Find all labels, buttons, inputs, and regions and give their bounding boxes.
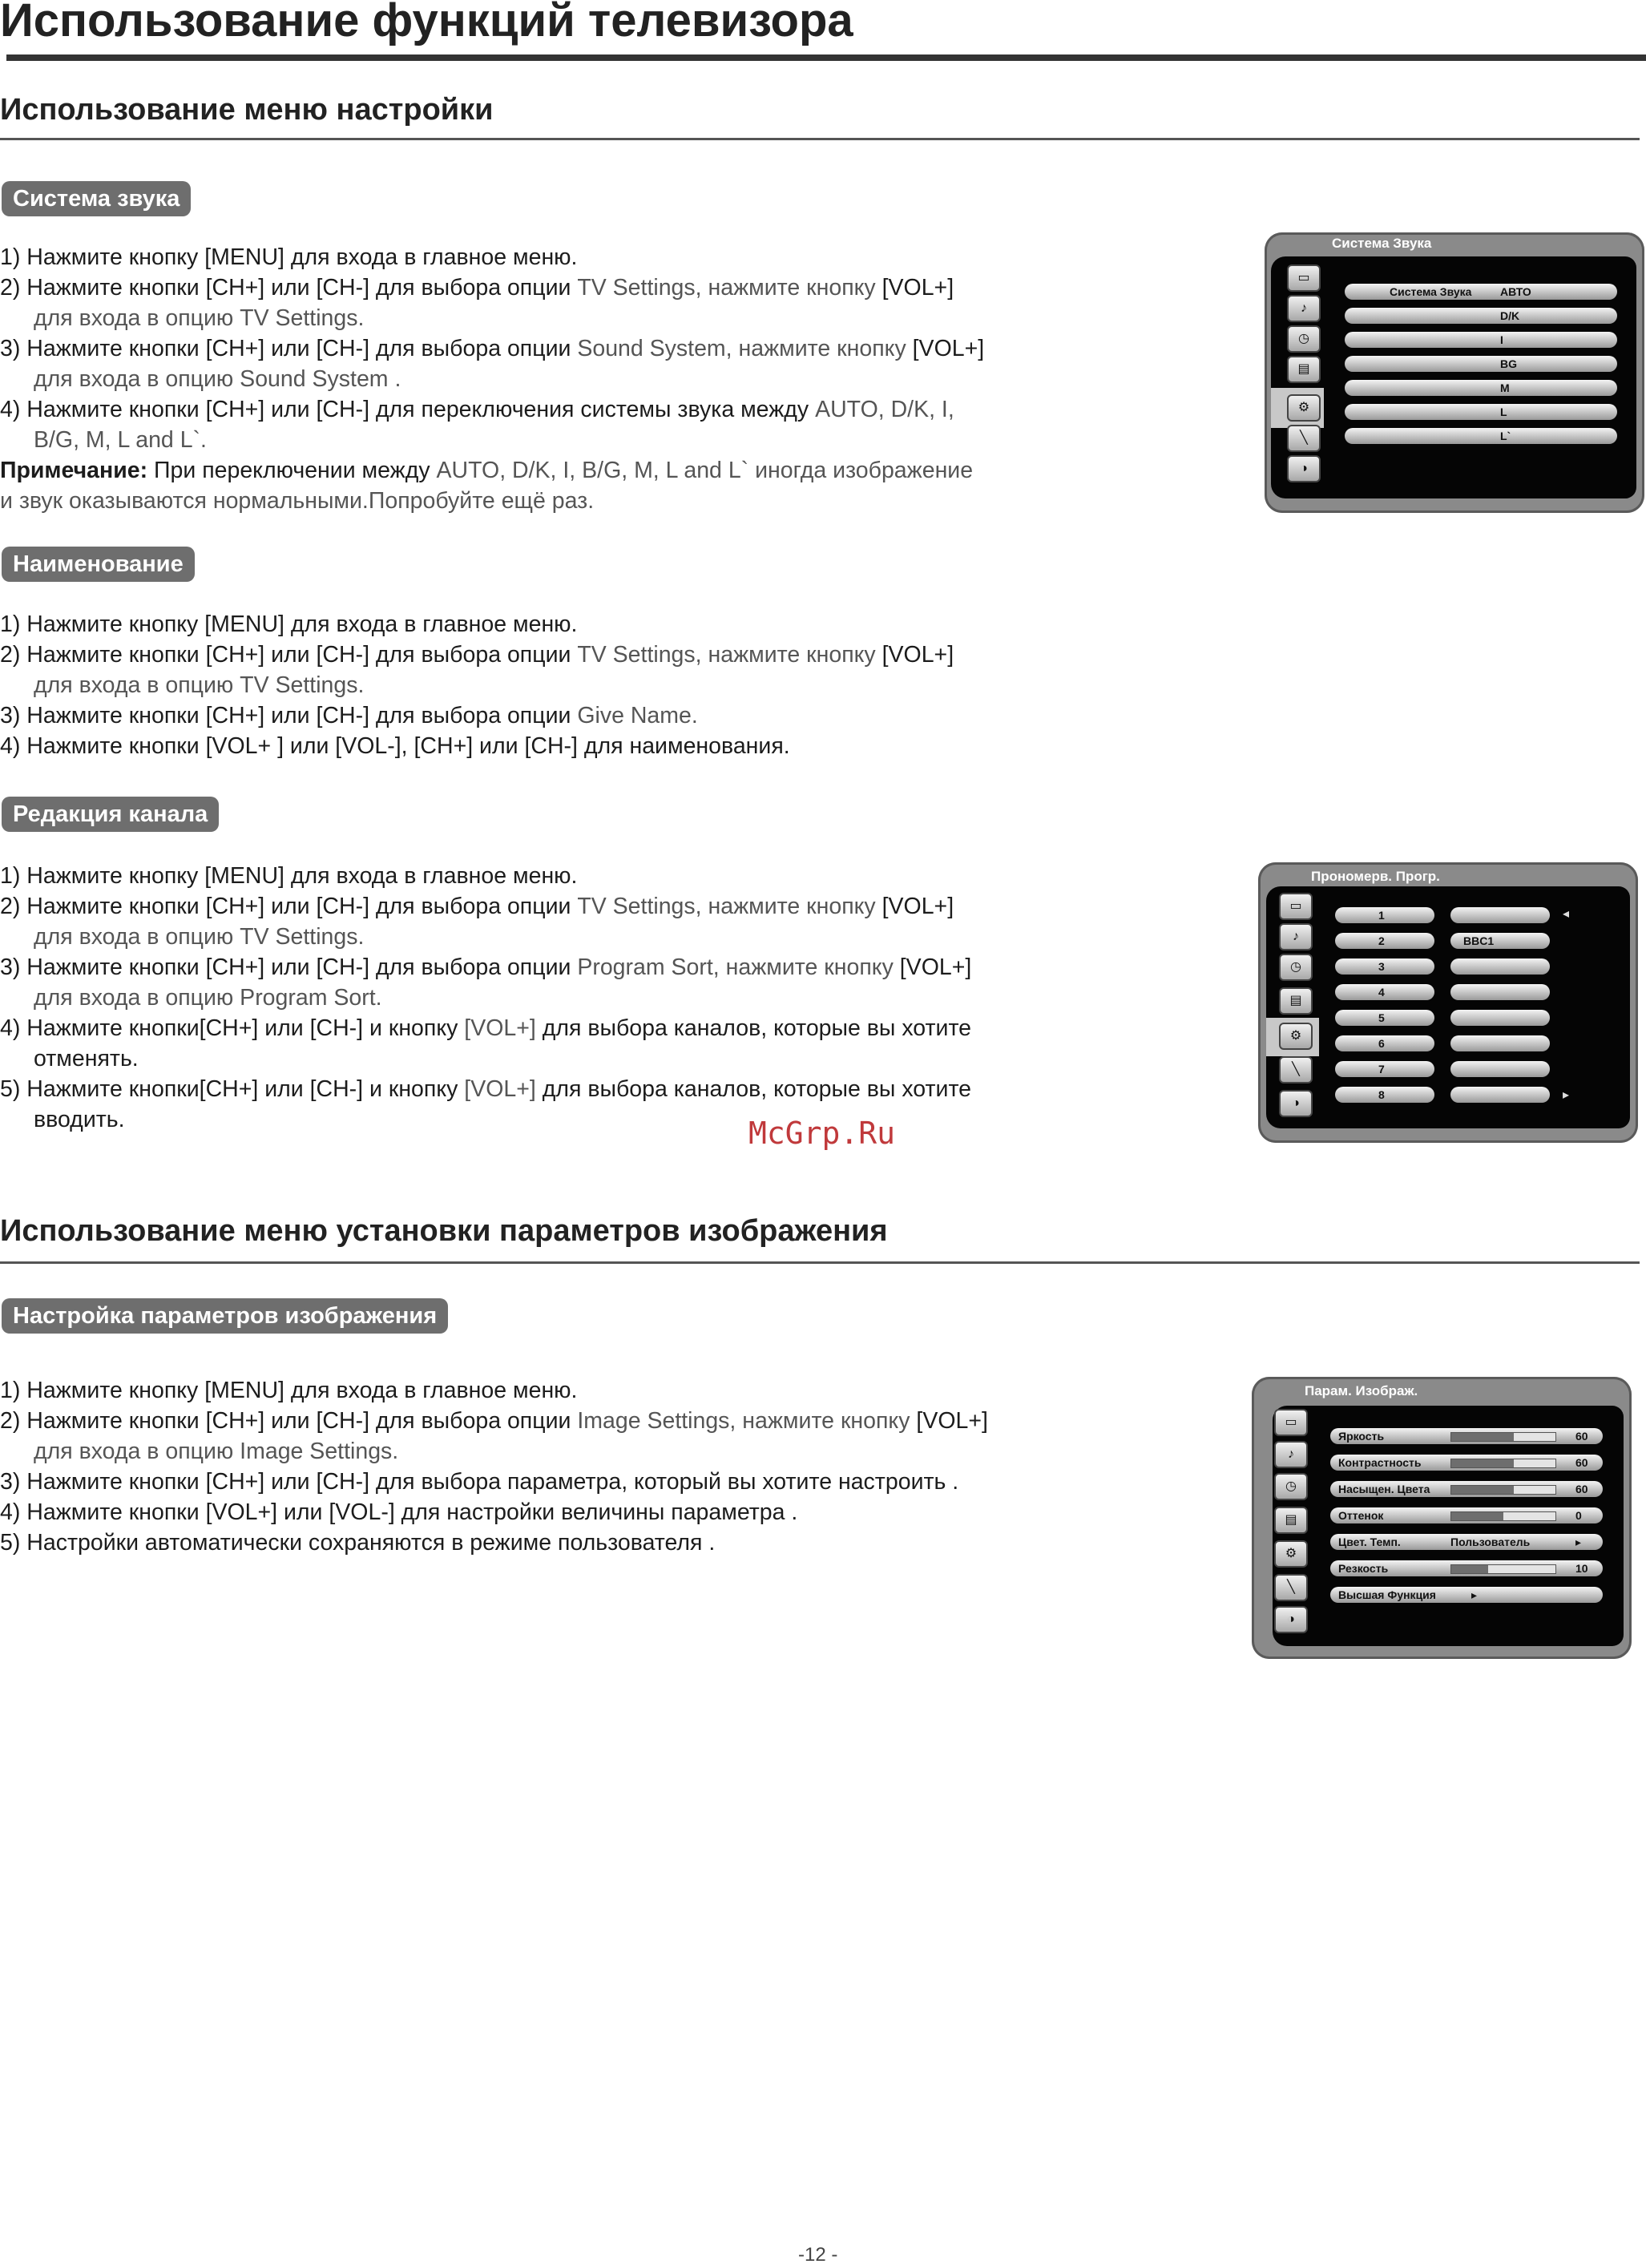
page-title: Использование функций телевизора [0,0,853,46]
setting-label: Яркость [1338,1430,1385,1443]
tab-channel-edit: Редакция канала [2,797,219,832]
note-text: AUTO, D/K, I, B/G, M, L and L` иногда изображение [436,458,974,483]
option-label: BG [1500,357,1517,370]
channel-edit-steps [0,861,1074,1135]
slider-fill [1451,1512,1503,1520]
option-label: D/K [1500,309,1520,322]
step-option: Image Settings, нажмите кнопку [577,1408,910,1434]
tab-sound-system: Система звука [2,181,191,216]
setting-value: 10 [1575,1562,1588,1575]
step-text: для выбора каналов, которые вы хотите [535,1076,972,1102]
arrow-right-icon: ▸ [1471,1588,1478,1601]
step-line: 1) Нажмите кнопку [MENU] для входа в главное меню. [0,1378,578,1403]
slider-fill [1451,1565,1488,1573]
step-line [0,700,1074,731]
sound-system-label: Система Звука [1390,285,1472,298]
program-name[interactable] [1450,984,1550,1000]
tool-icon: ╲ [1274,1574,1308,1601]
sharpness-slider[interactable] [1450,1564,1556,1574]
clock-icon: ◷ [1287,325,1321,353]
sound-icon: ♪ [1287,295,1321,322]
setting-label: Цвет. Темп. [1338,1536,1401,1548]
sound-system-row[interactable] [1345,284,1617,300]
tv-icon: ▭ [1279,893,1313,920]
lock-icon: ◑ [1287,455,1321,482]
brightness-row[interactable] [1330,1428,1603,1444]
step-line: отменять. [34,1046,139,1071]
program-number-label: 4 [1378,986,1385,999]
step-option: TV Settings, нажмите кнопку [577,642,876,668]
slider-fill [1451,1459,1514,1467]
tool-icon: ╲ [1279,1056,1313,1084]
program-number[interactable] [1335,933,1434,949]
step-line [0,333,1074,364]
tv-menu-title: Парам. Изображ. [1305,1383,1418,1398]
step-text: 2) Нажмите кнопки [CH+] или [CH-] для выбора опции [0,894,578,919]
step-key: [VOL+] [875,642,954,668]
step-line: 4) Нажмите кнопки [VOL+] или [VOL-] для настройки величины параметра . [0,1499,798,1525]
tool-icon: ╲ [1287,425,1321,452]
image-settings-steps [0,1375,1074,1558]
program-number[interactable] [1335,1061,1434,1077]
picture-icon: ▤ [1274,1507,1308,1534]
section-rule [0,138,1640,140]
saturation-row[interactable] [1330,1481,1603,1497]
sound-system-value: АВТО [1500,285,1531,298]
program-name[interactable] [1450,1087,1550,1103]
tv-program-sort-screen [1258,862,1638,1143]
step-line: вводить. [34,1107,125,1132]
program-name[interactable] [1450,958,1550,975]
step-text: 5) Нажмите кнопки[CH+] или [CH-] и кнопку [0,1076,465,1102]
step-key: [VOL+] [906,336,985,361]
step-line: 3) Нажмите кнопки [CH+] или [CH-] для выбора параметра, который вы хотите настроить . [0,1469,959,1495]
step-option: AUTO, D/K, I, [815,397,954,422]
sound-option[interactable] [1345,308,1617,324]
scroll-up-arrow-icon[interactable]: ◂ [1563,907,1570,921]
step-line: 1) Нажмите кнопку [MENU] для входа в главное меню. [0,611,578,637]
contrast-row[interactable] [1330,1455,1603,1471]
program-number-label: 3 [1378,960,1385,973]
tv-menu-title: Система Звука [1332,236,1432,251]
step-line [0,1406,1074,1436]
setting-value: 60 [1575,1430,1588,1443]
setting-value: 60 [1575,1483,1588,1495]
tint-slider[interactable] [1450,1511,1556,1521]
tv-image-settings-screen [1252,1377,1632,1659]
option-label: L [1500,406,1507,418]
step-key: [VOL+] [893,954,972,980]
lock-icon: ◑ [1274,1606,1308,1633]
tv-menu-title: Прономерв. Прогр. [1311,869,1440,884]
program-number[interactable] [1335,1087,1434,1103]
step-line: для входа в опцию Program Sort. [34,985,382,1011]
scroll-down-arrow-icon[interactable]: ▸ [1563,1088,1570,1102]
sound-option[interactable] [1345,428,1617,444]
program-name[interactable] [1450,1061,1550,1077]
brightness-slider[interactable] [1450,1432,1556,1442]
settings-icon: ⚙ [1287,394,1321,422]
sound-option[interactable] [1345,380,1617,396]
step-text: 3) Нажмите кнопки [CH+] или [CH-] для выбора опции [0,954,578,980]
note-text: При переключении между [147,458,437,483]
step-line: для входа в опцию TV Settings. [34,672,365,698]
setting-label: Оттенок [1338,1509,1384,1522]
step-text: 2) Нажмите кнопки [CH+] или [CH-] для выбора опции [0,1408,578,1434]
step-line: B/G, M, L and L`. [34,427,207,453]
step-key: [VOL+] [875,275,954,301]
step-line: 4) Нажмите кнопки [VOL+ ] или [VOL-], [CH+] или [CH-] для наименования. [0,733,790,759]
step-option: Sound System, нажмите кнопку [577,336,906,361]
lock-icon: ◑ [1279,1090,1313,1117]
program-number-label: 2 [1378,934,1385,947]
step-line: 1) Нажмите кнопку [MENU] для входа в главное меню. [0,244,578,270]
step-text: 2) Нажмите кнопки [CH+] или [CH-] для выбора опции [0,642,578,668]
step-text: 4) Нажмите кнопки[CH+] или [CH-] и кнопку [0,1015,465,1041]
program-number[interactable] [1335,1035,1434,1051]
tv-icon: ▭ [1274,1409,1308,1436]
sound-icon: ♪ [1274,1441,1308,1468]
sound-icon: ♪ [1279,923,1313,950]
step-line [0,272,1074,303]
option-label: I [1500,333,1503,346]
program-number[interactable] [1335,907,1434,923]
picture-icon: ▤ [1287,356,1321,383]
step-line [0,640,1074,670]
tv-menu-panel [1266,886,1630,1128]
step-line: для входа в опцию Sound System . [34,366,401,392]
clock-icon: ◷ [1274,1473,1308,1500]
page-number: -12 - [798,2244,838,2266]
step-line [0,1074,1074,1104]
section-heading-setup: Использование меню настройки [0,93,494,127]
arrow-right-icon: ▸ [1575,1536,1582,1548]
give-name-steps [0,609,1074,761]
program-name[interactable] [1450,1010,1550,1026]
step-line: для входа в опцию TV Settings. [34,305,365,331]
step-key: [VOL+] [910,1408,988,1434]
note-label: Примечание: [0,458,148,483]
setting-value: 60 [1575,1456,1588,1469]
step-text: 3) Нажмите кнопки [CH+] или [CH-] для выбора опции [0,336,578,361]
slider-fill [1451,1433,1514,1441]
step-key: [VOL+] [464,1015,536,1041]
settings-icon: ⚙ [1274,1540,1308,1568]
program-number-label: 8 [1378,1088,1385,1101]
step-line [0,1013,1074,1043]
option-label: L` [1500,430,1511,442]
step-option: TV Settings, нажмите кнопку [577,894,876,919]
color-temp-row[interactable] [1330,1534,1603,1550]
note-line: и звук оказываются нормальными.Попробуйте ещё раз. [0,488,595,514]
sound-system-steps [0,242,1074,516]
slider-fill [1451,1486,1514,1494]
title-rule [6,54,1646,61]
sharpness-row[interactable] [1330,1560,1603,1576]
program-name[interactable] [1450,933,1550,949]
setting-value: 0 [1575,1509,1582,1522]
setting-label: Резкость [1338,1562,1389,1575]
step-line [0,952,1074,983]
picture-icon: ▤ [1279,987,1313,1015]
saturation-slider[interactable] [1450,1485,1556,1495]
tint-row[interactable] [1330,1507,1603,1523]
program-number-label: 7 [1378,1063,1385,1075]
step-text: 2) Нажмите кнопки [CH+] или [CH-] для выбора опции [0,275,578,301]
step-option: Give Name. [577,703,698,728]
section-rule [0,1261,1640,1264]
sound-option[interactable] [1345,356,1617,372]
clock-icon: ◷ [1279,954,1313,981]
advanced-function-row[interactable] [1330,1587,1603,1603]
step-text: 3) Нажмите кнопки [CH+] или [CH-] для выбора опции [0,703,578,728]
program-number-label: 6 [1378,1037,1385,1050]
program-number[interactable] [1335,984,1434,1000]
note-line [0,455,1074,486]
step-text: 4) Нажмите кнопки [CH+] или [CH-] для переключения системы звука между [0,397,816,422]
step-line: для входа в опцию Image Settings. [34,1439,399,1464]
setting-label: Насыщен. Цвета [1338,1483,1430,1495]
program-name-label: BBC1 [1463,934,1495,947]
setting-label: Контрастность [1338,1456,1422,1469]
step-line: 1) Нажмите кнопку [MENU] для входа в главное меню. [0,863,578,889]
step-line: 5) Настройки автоматически сохраняются в режиме пользователя . [0,1530,716,1556]
sound-option[interactable] [1345,404,1617,420]
step-key: [VOL+] [464,1076,536,1102]
program-number[interactable] [1335,958,1434,975]
step-line: для входа в опцию TV Settings. [34,924,365,950]
tv-icon: ▭ [1287,264,1321,292]
watermark: McGrp.Ru [748,1116,896,1151]
setting-value: Пользователь [1450,1536,1531,1548]
step-text: для выбора каналов, которые вы хотите [535,1015,972,1041]
step-line [0,394,1074,425]
contrast-slider[interactable] [1450,1459,1556,1468]
settings-icon: ⚙ [1279,1023,1313,1050]
program-number-label: 1 [1378,909,1385,922]
program-name[interactable] [1450,1035,1550,1051]
option-label: M [1500,381,1510,394]
step-line [0,891,1074,922]
section-heading-image: Использование меню установки параметров изображения [0,1214,888,1248]
step-key: [VOL+] [875,894,954,919]
program-name[interactable] [1450,907,1550,923]
program-number[interactable] [1335,1010,1434,1026]
setting-label: Высшая Функция [1338,1588,1436,1601]
tv-sound-system-screen [1265,232,1644,513]
step-option: TV Settings, нажмите кнопку [577,275,876,301]
tab-image-settings: Настройка параметров изображения [2,1298,448,1334]
sound-option[interactable] [1345,332,1617,348]
program-number-label: 5 [1378,1011,1385,1024]
step-option: Program Sort, нажмите кнопку [577,954,894,980]
tab-give-name: Наименование [2,547,195,582]
